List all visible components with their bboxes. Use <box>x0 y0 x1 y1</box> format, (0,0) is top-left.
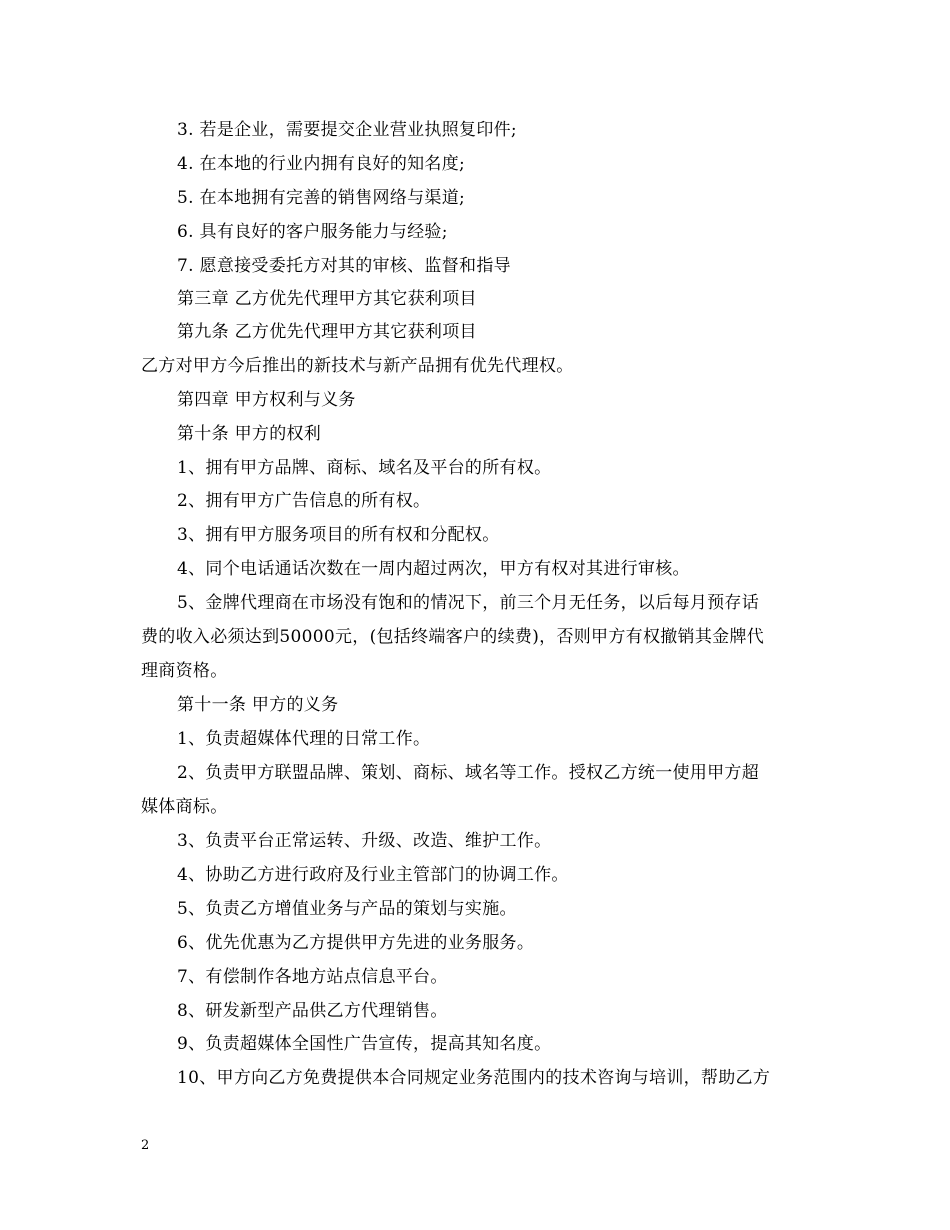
text-line: 3. 若是企业，需要提交企业营业执照复印件; <box>177 120 517 140</box>
text-line: 3、拥有甲方服务项目的所有权和分配权。 <box>177 525 500 545</box>
article-heading: 第十一条 甲方的义务 <box>177 695 339 715</box>
text-line: 乙方对甲方今后推出的新技术与新产品拥有优先代理权。 <box>141 356 574 376</box>
text-line: 6. 具有良好的客户服务能力与经验; <box>177 222 448 242</box>
text-line: 费的收入必须达到50000元，(包括终端客户的续费)，否则甲方有权撤销其金牌代 <box>141 627 765 647</box>
text-line: 媒体商标。 <box>141 797 228 817</box>
text-line: 10、甲方向乙方免费提供本合同规定业务范围内的技术咨询与培训，帮助乙方 <box>177 1068 771 1088</box>
text-line: 6、优先优惠为乙方提供甲方先进的业务服务。 <box>177 933 535 953</box>
chapter-heading: 第三章 乙方优先代理甲方其它获利项目 <box>177 289 477 309</box>
text-line: 5. 在本地拥有完善的销售网络与渠道; <box>177 188 466 208</box>
text-line: 4. 在本地的行业内拥有良好的知名度; <box>177 154 466 174</box>
text-line: 7、有偿制作各地方站点信息平台。 <box>177 967 448 987</box>
text-line: 4、协助乙方进行政府及行业主管部门的协调工作。 <box>177 865 569 885</box>
text-line: 7. 愿意接受委托方对其的审核、监督和指导 <box>177 256 511 276</box>
text-line: 8、研发新型产品供乙方代理销售。 <box>177 1001 448 1021</box>
article-heading: 第十条 甲方的权利 <box>177 424 322 444</box>
article-heading: 第九条 乙方优先代理甲方其它获利项目 <box>177 322 477 342</box>
text-line: 3、负责平台正常运转、升级、改造、维护工作。 <box>177 831 552 851</box>
text-line: 9、负责超媒体全国性广告宣传，提高其知名度。 <box>177 1034 552 1054</box>
text-line: 1、拥有甲方品牌、商标、域名及平台的所有权。 <box>177 458 552 478</box>
text-line: 4、同个电话通话次数在一周内超过两次，甲方有权对其进行审核。 <box>177 559 690 579</box>
text-line: 2、负责甲方联盟品牌、策划、商标、域名等工作。授权乙方统一使用甲方超 <box>177 763 760 783</box>
text-line: 2、拥有甲方广告信息的所有权。 <box>177 491 431 511</box>
text-line: 理商资格。 <box>141 661 228 681</box>
page-number: 2 <box>141 1138 150 1153</box>
text-line: 5、负责乙方增值业务与产品的策划与实施。 <box>177 899 517 919</box>
chapter-heading: 第四章 甲方权利与义务 <box>177 390 356 410</box>
text-line: 5、金牌代理商在市场没有饱和的情况下，前三个月无任务，以后每月预存话 <box>177 593 760 613</box>
text-line: 1、负责超媒体代理的日常工作。 <box>177 729 431 749</box>
